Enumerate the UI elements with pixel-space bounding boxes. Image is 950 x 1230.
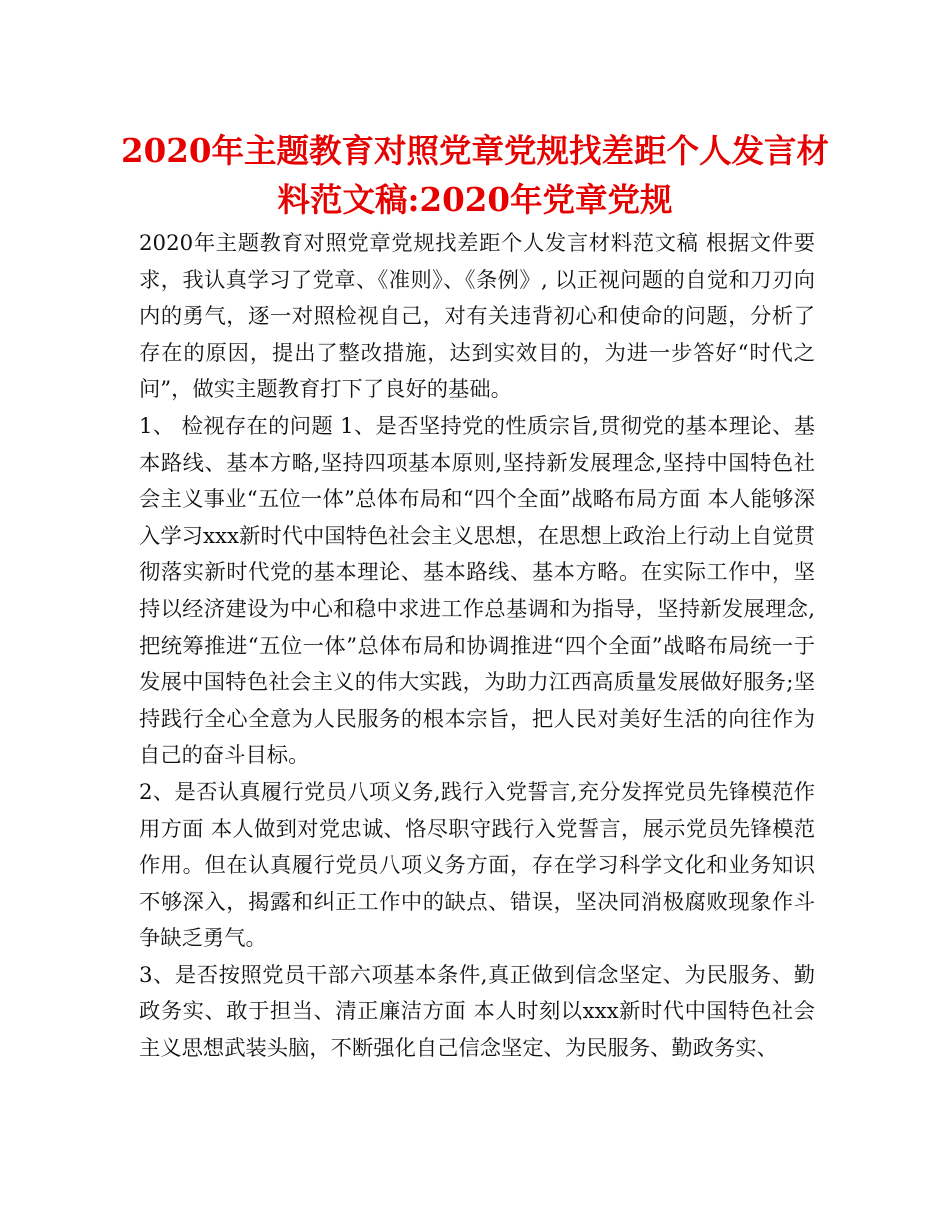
paragraph-section-1: 1、 检视存在的问题 1、是否坚持党的性质宗旨,贯彻党的基本理论、基本路线、基本方略,坚持四项基本原则,坚持新发展理念,坚持中国特色社会主义事业“五位一体”总体布局和“四个全面”战略布局方面 本人能够深入学习xxx新时代中国特色社会主义思想，在思想上政治上行动上自觉贯彻落实新时代党的基本理论、基本路线、基本方略。在实际工作中，坚持以经济建设为中心和稳中求进工作总基调和为指导，坚持新发展理念, 把统筹推进“五位一体”总体布局和协调推进“四个全面”战略布局统一于发展中国特色社会主义的伟大实践，为助力江西高质量发展做好服务;坚持践行全心全意为人民服务的根本宗旨，把人民对美好生活的向往作为自己的奋斗目标。: [139, 413, 815, 769]
document-body: [139, 226, 815, 1068]
paragraph-section-2: 2、是否认真履行党员八项义务,践行入党誓言,充分发挥党员先锋模范作用方面 本人做到对党忠诚、恪尽职守践行入党誓言，展示党员先锋模范作用。但在认真履行党员八项义务方面，存在学习科学文化和业务知识不够深入，揭露和纠正工作中的缺点、错误，坚决同消极腐败现象作斗争缺乏勇气。: [139, 779, 815, 952]
document-title: 2020年主题教育对照党章党规找差距个人发言材料范文稿:2020年党章党规: [121, 131, 829, 219]
paragraph-section-3: 3、是否按照党员干部六项基本条件,真正做到信念坚定、为民服务、勤政务实、敢于担当、清正廉洁方面 本人时刻以xxx新时代中国特色社会主义思想武装头脑，不断强化自己信念坚定、为民服务、勤政务实、: [139, 962, 815, 1062]
paragraph-intro: 2020年主题教育对照党章党规找差距个人发言材料范文稿 根据文件要求，我认真学习了党章、《准则》、《条例》, 以正视问题的自觉和刀刃向内的勇气，逐一对照检视自己，对有关违背初心和使命的问题，分析了存在的原因，提出了整改措施，达到实效目的，为进一步答好“时代之问”，做实主题教育打下了良好的基础。: [139, 231, 815, 403]
